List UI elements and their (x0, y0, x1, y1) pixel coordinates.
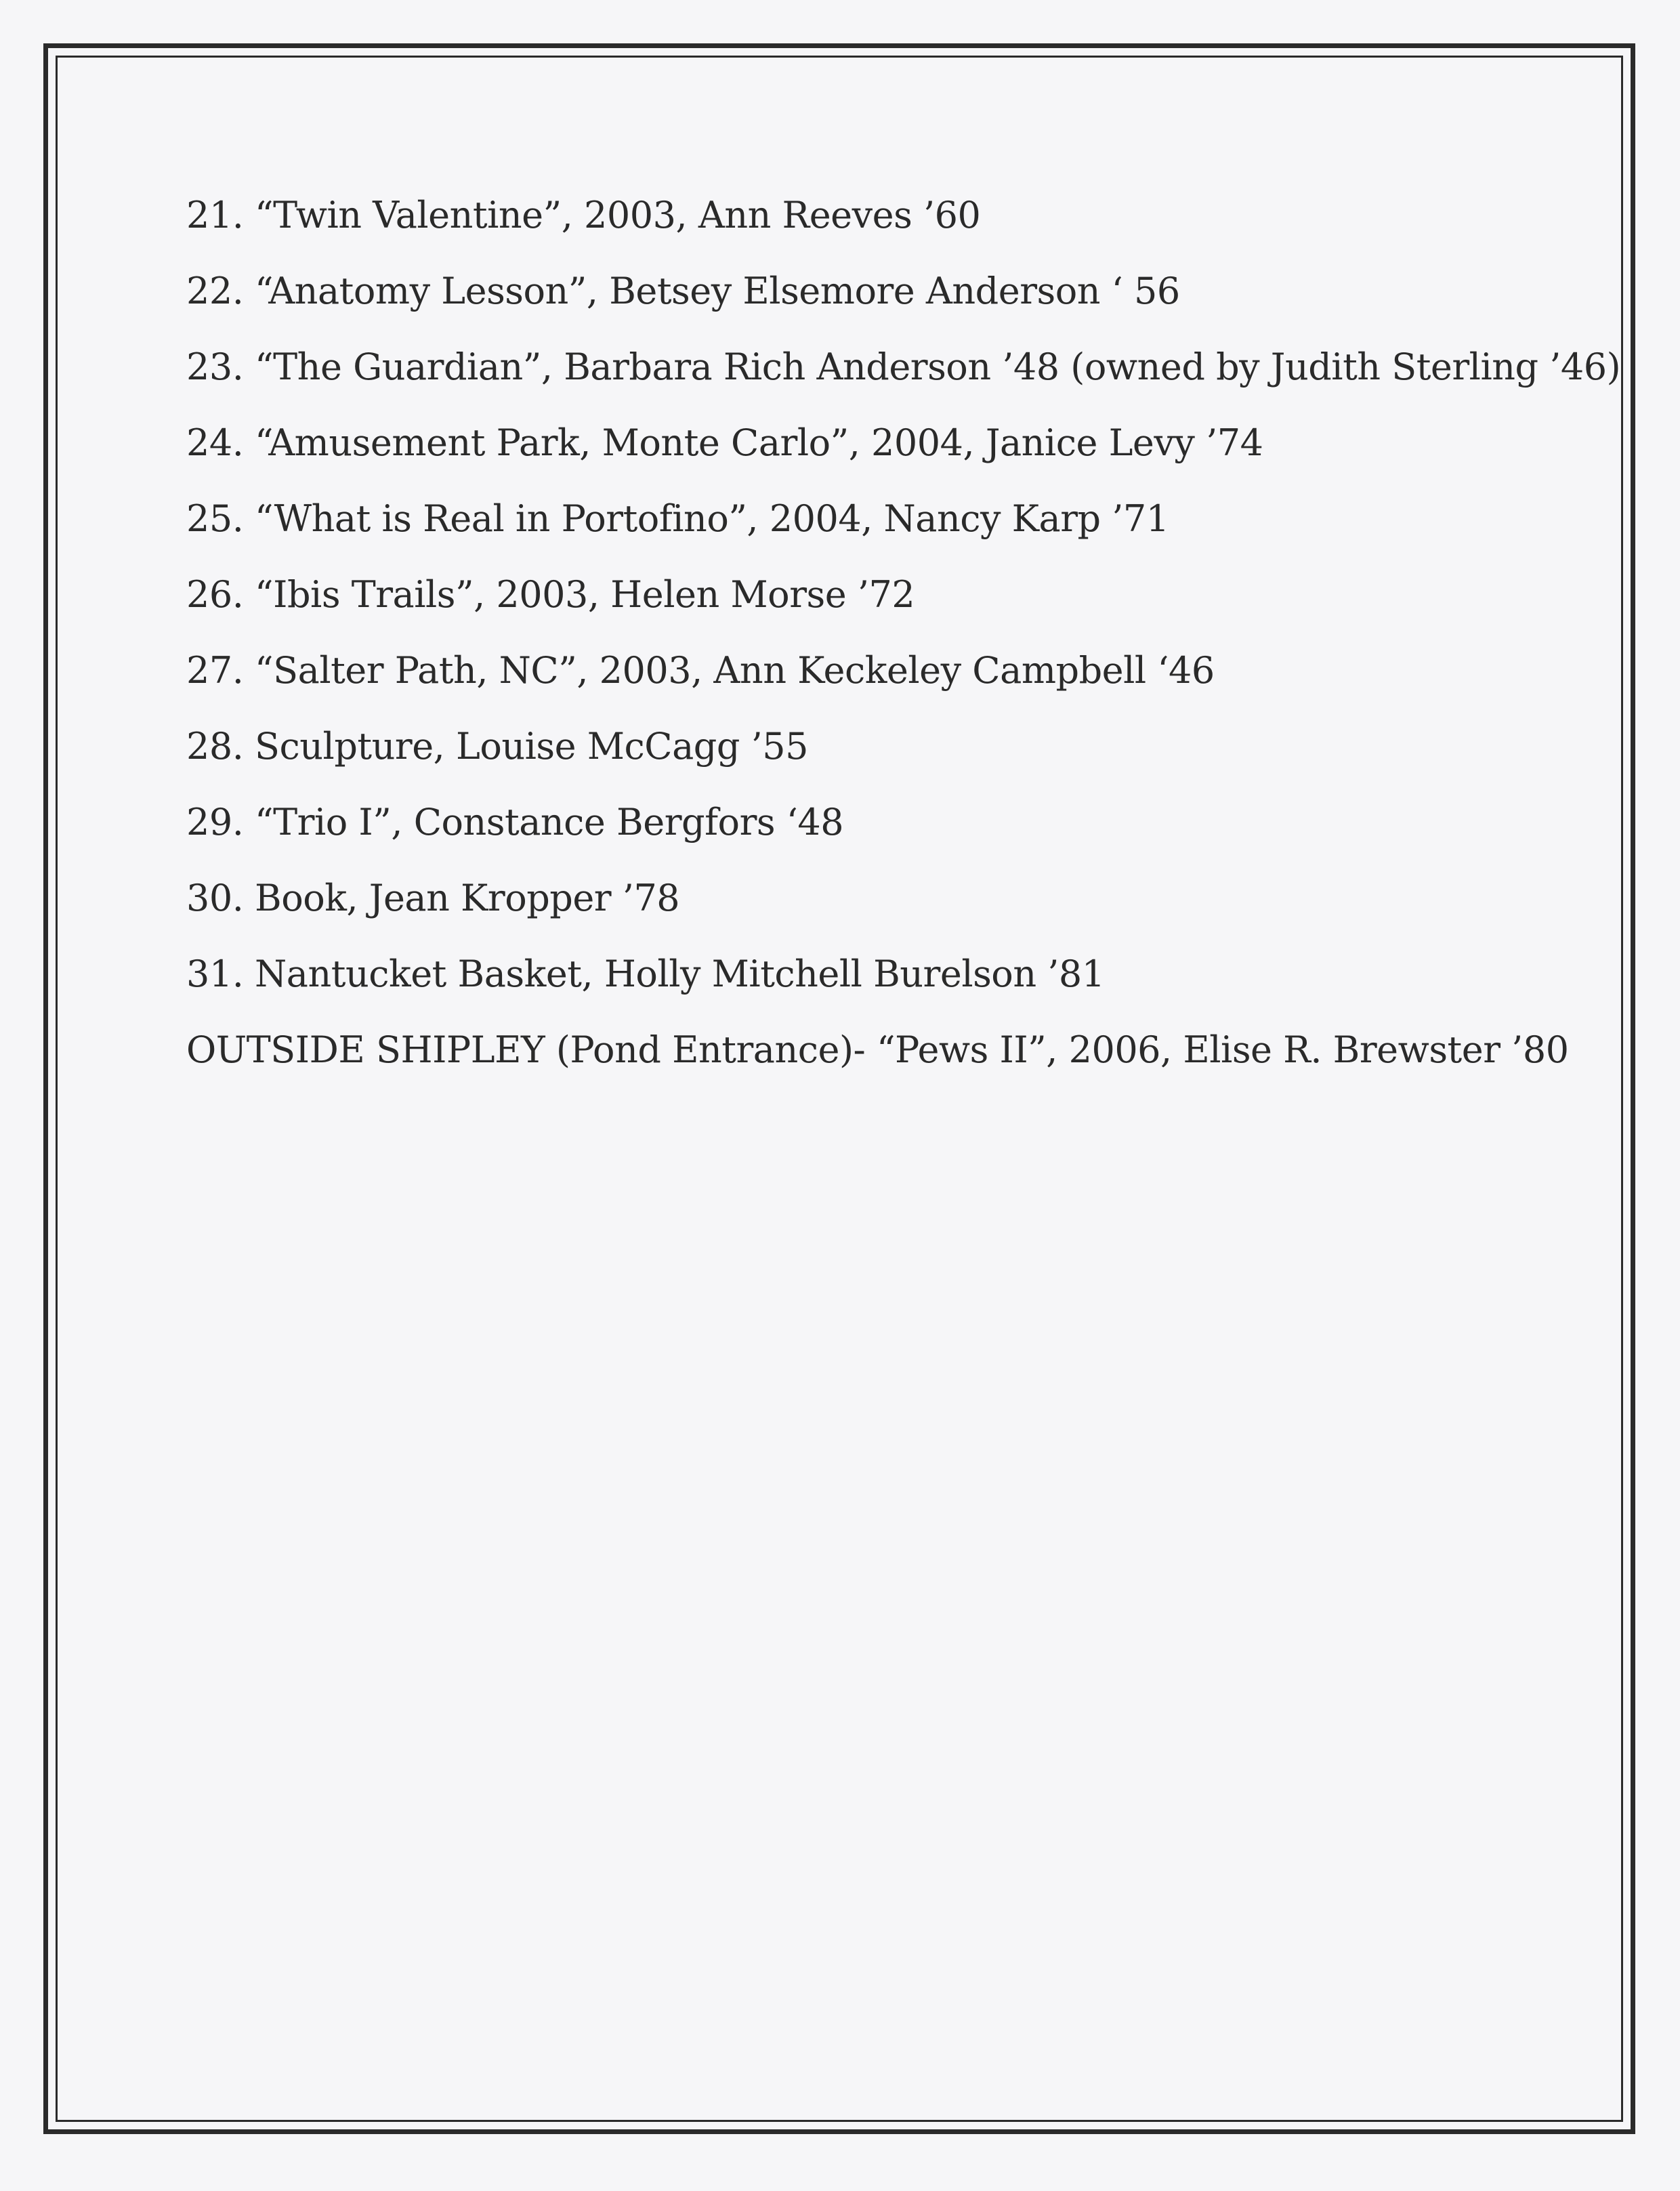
list-item: 21. “Twin Valentine”, 2003, Ann Reeves ’60 (186, 194, 981, 236)
list-item: OUTSIDE SHIPLEY (Pond Entrance)- “Pews II”, 2006, Elise R. Brewster ’80 (186, 1028, 1569, 1071)
list-item: 22. “Anatomy Lesson”, Betsey Elsemore Anderson ‘ 56 (186, 270, 1180, 312)
list-item: 24. “Amusement Park, Monte Carlo”, 2004, Janice Levy ’74 (186, 421, 1263, 464)
list-item: 30. Book, Jean Kropper ’78 (186, 877, 680, 919)
list-item: 27. “Salter Path, NC”, 2003, Ann Keckeley Campbell ‘46 (186, 649, 1215, 692)
list-item: 31. Nantucket Basket, Holly Mitchell Burelson ’81 (186, 953, 1105, 995)
artwork-list (186, 178, 1621, 1088)
list-item: 28. Sculpture, Louise McCagg ’55 (186, 725, 808, 768)
list-item: 23. “The Guardian”, Barbara Rich Anderson ’48 (owned by Judith Sterling ’46) (186, 346, 1621, 388)
list-item: 25. “What is Real in Portofino”, 2004, Nancy Karp ’71 (186, 497, 1169, 540)
list-item: 29. “Trio I”, Constance Bergfors ‘48 (186, 801, 844, 843)
list-item: 26. “Ibis Trails”, 2003, Helen Morse ’72 (186, 573, 915, 616)
